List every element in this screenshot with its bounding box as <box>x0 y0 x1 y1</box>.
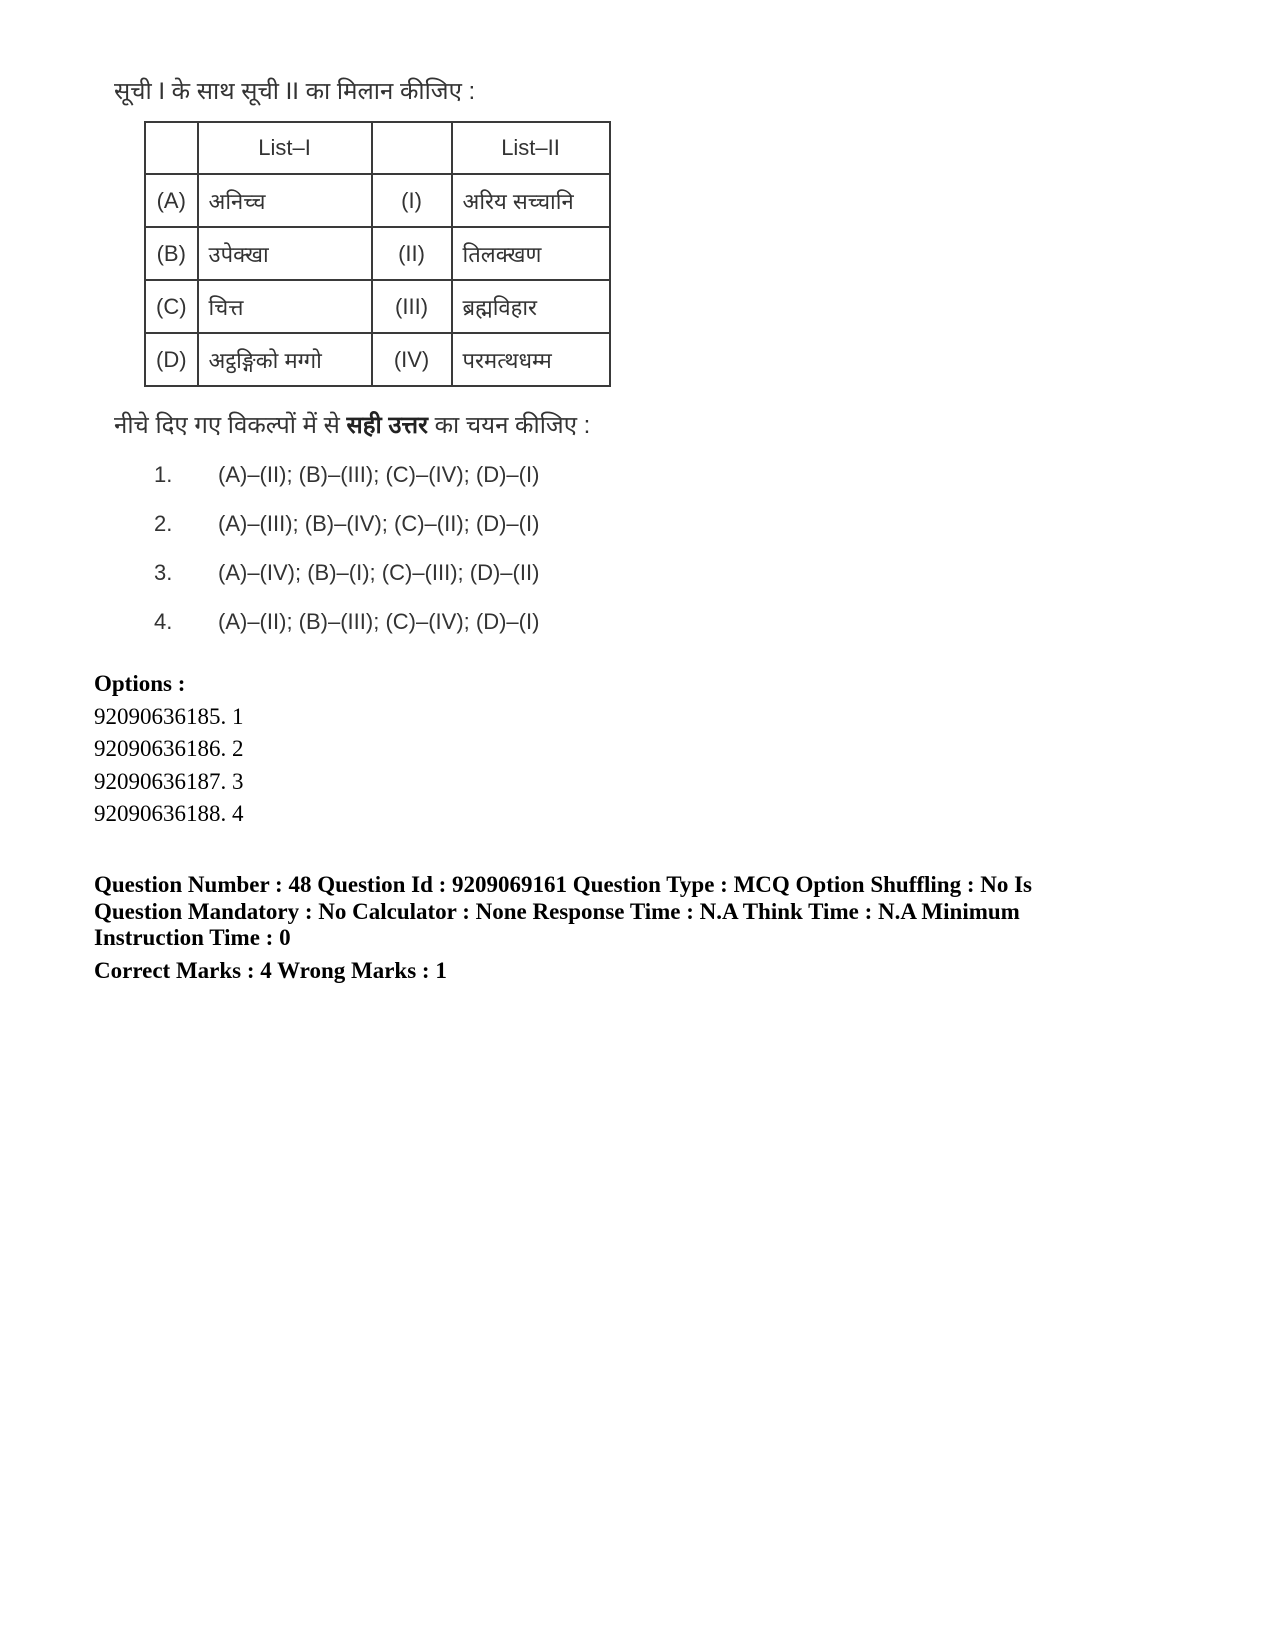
choice-text: (A)–(II); (B)–(III); (C)–(IV); (D)–(I) <box>218 462 540 487</box>
table-header-cell <box>372 122 452 174</box>
row-roman: (III) <box>372 280 452 333</box>
list1-item: अनिच्च <box>198 174 372 227</box>
choice-number: 2. <box>154 511 173 536</box>
row-letter: (B) <box>145 227 198 280</box>
question-image <box>110 75 630 651</box>
row-letter: (A) <box>145 174 198 227</box>
select-bold: सही उत्तर <box>346 412 428 439</box>
answer-choice <box>110 455 630 504</box>
list2-item: तिलक्खण <box>452 227 610 280</box>
list1-item: उपेक्खा <box>198 227 372 280</box>
options-header: Options : <box>94 671 186 696</box>
option-item: 92090636186. 2 <box>94 736 244 761</box>
answer-choice <box>110 602 630 651</box>
answer-choice <box>110 553 630 602</box>
answer-choice <box>110 504 630 553</box>
question-details: Question Number : 48 Question Id : 9209069161 Question Type : MCQ Option Shuffling : No Is Question Mandatory : No Calculator : None Response Time : N.A Think Time : N.A Minimum Instruction Time : 0 <box>94 872 1033 950</box>
row-letter: (C) <box>145 280 198 333</box>
choice-number: 3. <box>154 560 173 585</box>
match-table <box>144 121 611 387</box>
marks-line: Correct Marks : 4 Wrong Marks : 1 <box>94 958 447 983</box>
list2-item: परमत्थधम्म <box>452 333 610 386</box>
table-row <box>145 227 610 280</box>
choice-text: (A)–(III); (B)–(IV); (C)–(II); (D)–(I) <box>218 511 540 536</box>
list2-item: ब्रह्मविहार <box>452 280 610 333</box>
match-instruction: सूची I के साथ सूची II का मिलान कीजिए : <box>114 78 476 105</box>
row-letter: (D) <box>145 333 198 386</box>
list1-header: List–I <box>198 122 372 174</box>
row-roman: (I) <box>372 174 452 227</box>
answer-choices <box>110 455 630 651</box>
table-row <box>145 280 610 333</box>
table-header-row <box>145 122 610 174</box>
list1-item: अट्ठङ्गिको मग्गो <box>198 333 372 386</box>
select-suffix: का चयन कीजिए : <box>427 412 591 439</box>
list1-item: चित्त <box>198 280 372 333</box>
table-row <box>145 174 610 227</box>
select-prefix: नीचे दिए गए विकल्पों में से <box>114 412 347 439</box>
options-list <box>94 668 244 831</box>
list2-item: अरिय सच्चानि <box>452 174 610 227</box>
choice-number: 1. <box>154 462 173 487</box>
select-instruction <box>114 409 630 443</box>
row-roman: (IV) <box>372 333 452 386</box>
list2-header: List–II <box>452 122 610 174</box>
choice-text: (A)–(IV); (B)–(I); (C)–(III); (D)–(II) <box>218 560 540 585</box>
option-item: 92090636188. 4 <box>94 801 244 826</box>
row-roman: (II) <box>372 227 452 280</box>
table-row <box>145 333 610 386</box>
option-item: 92090636185. 1 <box>94 703 244 729</box>
option-item: 92090636187. 3 <box>94 768 244 794</box>
choice-text: (A)–(II); (B)–(III); (C)–(IV); (D)–(I) <box>218 609 540 634</box>
table-header-cell <box>145 122 198 174</box>
choice-number: 4. <box>154 609 173 634</box>
